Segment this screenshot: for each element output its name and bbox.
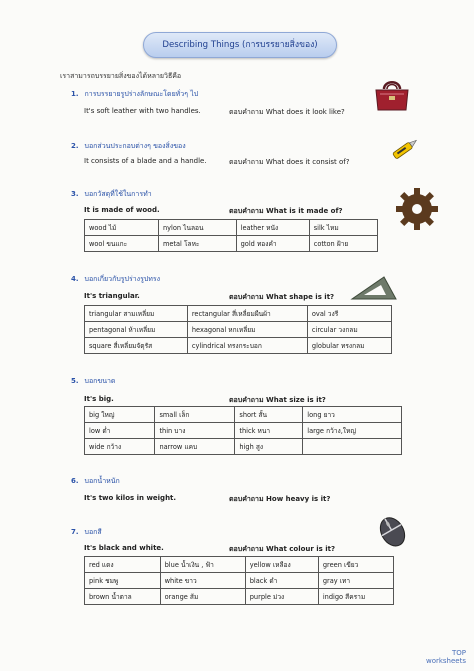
table-row — [85, 423, 402, 439]
table-row — [85, 322, 392, 338]
table-row — [85, 557, 394, 573]
table-cell: white ขาว — [160, 573, 245, 589]
table-cell: short สั้น — [235, 407, 303, 423]
section-3-question: ตอบคำถาม What is it made of? — [229, 207, 343, 215]
table-cell: gold ทองคำ — [236, 236, 309, 252]
triangle-ruler-icon — [350, 275, 398, 301]
size-table — [84, 406, 402, 455]
table-row — [85, 439, 402, 455]
section-4-sentence: It's triangular. — [84, 292, 140, 300]
section-5-heading: 5. บอกขนาด — [71, 377, 116, 385]
table-cell: thick หนา — [235, 423, 303, 439]
table-row — [85, 306, 392, 322]
table-row — [85, 220, 378, 236]
section-3-sentence: It is made of wood. — [84, 206, 160, 214]
table-cell: purple ม่วง — [245, 589, 318, 605]
table-row — [85, 236, 378, 252]
table-cell: nylon ไนลอน — [158, 220, 236, 236]
table-cell — [303, 439, 402, 455]
table-cell: low ต่ำ — [85, 423, 155, 439]
section-1-sentence: It's soft leather with two handles. — [84, 107, 201, 115]
table-cell: rectangular สี่เหลี่ยมผืนผ้า — [187, 306, 307, 322]
table-cell: blue น้ำเงิน , ฟ้า — [160, 557, 245, 573]
table-row — [85, 338, 392, 354]
section-1-question: ตอบคำถาม What does it look like? — [229, 108, 345, 116]
table-cell: wood ไม้ — [85, 220, 159, 236]
section-5-sentence: It's big. — [84, 395, 114, 403]
section-6-heading: 6. บอกน้ำหนัก — [71, 477, 120, 485]
section-7-question: ตอบคำถาม What colour is it? — [229, 545, 336, 553]
table-cell: large กว้าง,ใหญ่ — [303, 423, 402, 439]
table-cell: high สูง — [235, 439, 303, 455]
cutter-knife-icon — [388, 136, 420, 162]
table-cell: circular วงกลม — [307, 322, 391, 338]
section-6-question: ตอบคำถาม How heavy is it? — [229, 495, 331, 503]
table-cell: cylindrical ทรงกระบอก — [187, 338, 307, 354]
section-4-question: ตอบคำถาม What shape is it? — [229, 293, 335, 301]
wooden-gear-icon — [394, 186, 440, 232]
table-cell: long ยาว — [303, 407, 402, 423]
table-cell: big ใหญ่ — [85, 407, 155, 423]
table-cell: orange ส้ม — [160, 589, 245, 605]
handbag-icon — [372, 78, 412, 112]
logo-bottom-text: worksheets — [425, 657, 466, 665]
table-cell: wool ขนแกะ — [85, 236, 159, 252]
table-cell: thin บาง — [155, 423, 235, 439]
table-cell: oval วงรี — [307, 306, 391, 322]
table-cell: metal โลหะ — [158, 236, 236, 252]
section-5-question: ตอบคำถาม What size is it? — [229, 396, 326, 404]
page-title: Describing Things (การบรรยายสิ่งของ) — [143, 32, 337, 58]
table-cell: indigo สีคราม — [318, 589, 393, 605]
table-cell: globular ทรงกลม — [307, 338, 391, 354]
section-4-heading: 4. บอกเกี่ยวกับรูปร่างรูปทรง — [71, 275, 161, 283]
materials-table — [84, 219, 378, 252]
table-row — [85, 407, 402, 423]
section-1-heading: 1. การบรรยายรูปร่างลักษณะโดยทั่วๆ ไป — [71, 90, 199, 98]
section-2-question: ตอบคำถาม What does it consist of? — [229, 158, 350, 166]
shapes-table — [84, 305, 392, 354]
table-cell: green เขียว — [318, 557, 393, 573]
table-cell: red แดง — [85, 557, 161, 573]
section-6-sentence: It's two kilos in weight. — [84, 494, 177, 502]
section-7-sentence: It's black and white. — [84, 544, 164, 552]
top-worksheets-logo[interactable] — [426, 649, 466, 665]
table-cell: silk ไหม — [309, 220, 377, 236]
table-cell: gray เทา — [318, 573, 393, 589]
table-cell: square สี่เหลี่ยมจัตุรัส — [85, 338, 188, 354]
intro-text: เราสามารถบรรยายสิ่งของได้หลายวิธีคือ — [60, 72, 182, 80]
table-row — [85, 589, 394, 605]
table-cell: wide กว้าง — [85, 439, 155, 455]
section-3-heading: 3. บอกวัสดุที่ใช้ในการทำ — [71, 190, 152, 198]
table-cell: cotton ฝ้าย — [309, 236, 377, 252]
section-2-heading: 2. บอกส่วนประกอบต่างๆ ของสิ่งของ — [71, 142, 186, 150]
table-row — [85, 573, 394, 589]
table-cell: brown น้ำตาล — [85, 589, 161, 605]
table-cell: yellow เหลือง — [245, 557, 318, 573]
section-7-heading: 7. บอกสี — [71, 528, 102, 536]
table-cell: pentagonal ห้าเหลี่ยม — [85, 322, 188, 338]
table-cell: narrow แคบ — [155, 439, 235, 455]
table-cell: pink ชมพู — [85, 573, 161, 589]
table-cell: small เล็ก — [155, 407, 235, 423]
logo-top-text: TOP — [451, 649, 466, 657]
table-cell: hexagonal หกเหลี่ยม — [187, 322, 307, 338]
section-2-sentence: It consists of a blade and a handle. — [84, 157, 207, 165]
table-cell: black ดำ — [245, 573, 318, 589]
colours-table — [84, 556, 394, 605]
table-cell: leather หนัง — [236, 220, 309, 236]
computer-mouse-icon — [372, 514, 412, 548]
table-cell: triangular สามเหลี่ยม — [85, 306, 188, 322]
